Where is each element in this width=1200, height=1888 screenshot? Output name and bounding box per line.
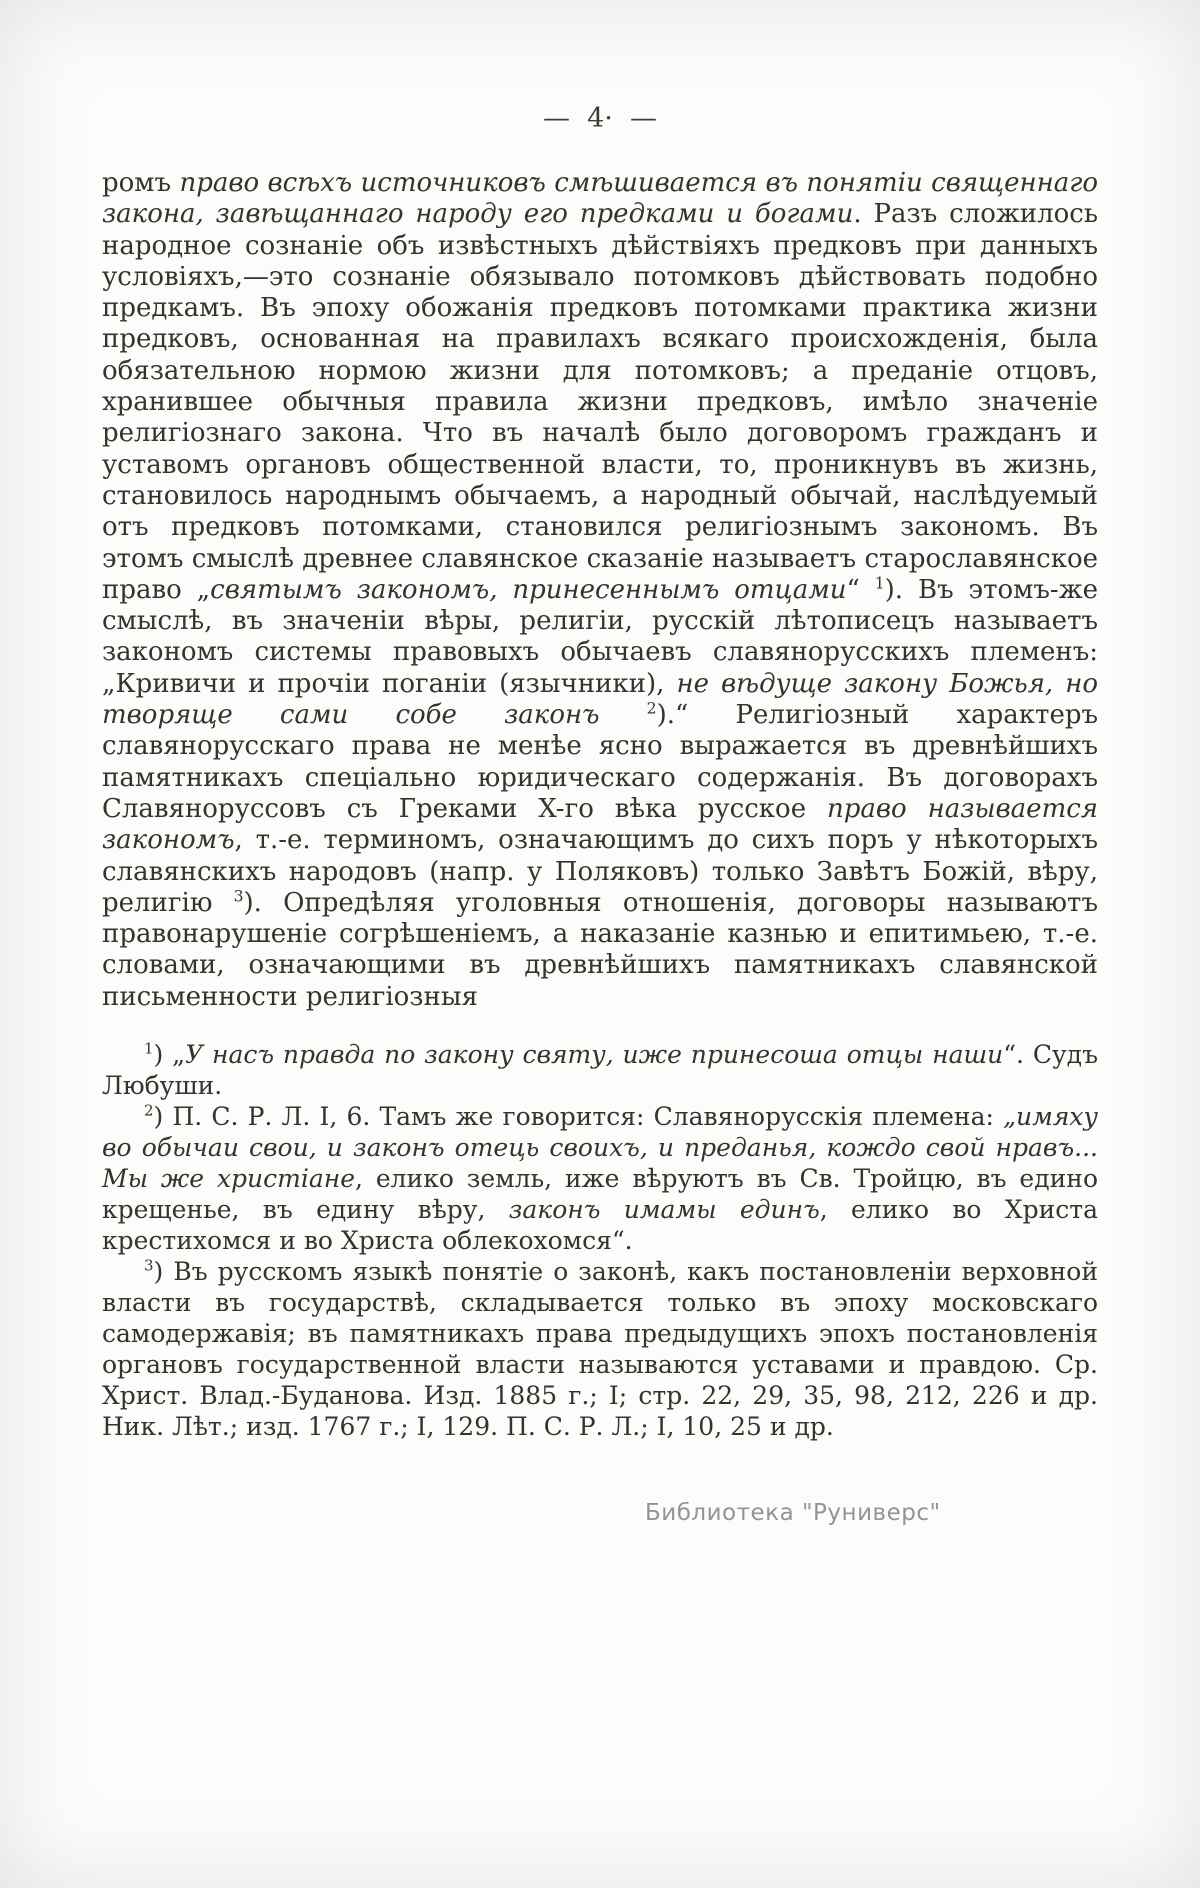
text-run: ромъ — [102, 168, 180, 198]
footnote-marker: 2 — [646, 699, 657, 718]
footnotes-section — [102, 1039, 1098, 1442]
italic-text-run: не вѣдуще закону Божья, но творяще сами собе законъ — [102, 668, 1098, 731]
footnote-marker: 3 — [144, 1256, 154, 1275]
text-run: , елико во Христа крестихомся и во Христа облекохомся“. — [102, 1195, 1098, 1256]
text-run: ) П. С. Р. Л. I, 6. Тамъ же говорится: Славянорусскія племена: — [153, 1102, 1004, 1132]
italic-text-run: У насъ правда по закону святу, иже принесоша отцы наши — [185, 1040, 1004, 1070]
footnote-marker: 2 — [144, 1101, 154, 1120]
main-paragraph — [102, 168, 1098, 1013]
footnote-1 — [102, 1039, 1098, 1101]
text-run: ). Въ этомъ-же смыслѣ, въ значеніи вѣры, религіи, русскій лѣтописецъ называетъ закономъ системы правовыхъ обычаевъ славянорусскихъ племенъ: „Кривичи и прочіи поганіи (язычники), — [102, 574, 1098, 699]
page-content — [102, 168, 1098, 1442]
footnote-2 — [102, 1101, 1098, 1256]
text-run: ) „ — [153, 1040, 186, 1070]
library-watermark: Библиотека "Руниверс" — [645, 1500, 941, 1526]
footnote-marker: 1 — [874, 574, 885, 593]
text-run: ) Въ русскомъ языкѣ понятіе о законѣ, какъ постановленіи верховной власти въ государствѣ, складывается только въ эпоху московскаго самодержавія; въ памятникахъ права предыдущихъ эпохъ постановленія органовъ государственной власти называются уставами и правдою. Ср. Христ. Влад.-Буданова. Изд. 1885 г.; I; стр. 22, 29, 35, 98, 212, 226 и др. Ник. Лѣт.; изд. 1767 г.; I, 129. П. С. Р. Л.; I, 10, 25 и др. — [102, 1257, 1098, 1442]
italic-text-run: святымъ закономъ, принесеннымъ отцами — [210, 574, 847, 605]
text-run — [599, 700, 646, 730]
page-number: — 4· — — [542, 103, 658, 134]
text-run: “ — [846, 574, 875, 605]
footnote-marker: 1 — [144, 1039, 154, 1058]
italic-text-run: „имяху во обычаи свои, и законъ отець своихъ, и преданья, кождо свой нравъ... Мы же христіане — [102, 1102, 1098, 1194]
text-run: . Разъ сложилось народное сознаніе объ извѣстныхъ дѣйствіяхъ предковъ при данныхъ условіяхъ,—это сознаніе обязывало потомковъ дѣйствовать подобно предкамъ. Въ эпоху обожанія предковъ потомками практика жизни предковъ, основанная на правилахъ всякаго происхожденія, была обязательною нормою жизни для потомковъ; а преданіе отцовъ, хранившее обычныя правила жизни предковъ, имѣло значеніе религіознаго закона. Что въ началѣ было договоромъ гражданъ и уставомъ органовъ общественной власти, то, проникнувъ въ жизнь, становилось народнымъ обычаемъ, а народный обычай, наслѣдуемый отъ предковъ потомками, становился религіознымъ закономъ. Въ этомъ смыслѣ древнее славянское сказаніе называетъ старославянское право „ — [102, 199, 1098, 605]
italic-text-run: право всѣхъ источниковъ смѣшивается въ понятіи священнаго закона, завѣщаннаго народу его предками и богами — [102, 168, 1099, 230]
italic-text-run: законъ имамы единъ — [508, 1195, 820, 1225]
italic-text-run: право называется закономъ — [102, 793, 1098, 856]
text-run: “. Судъ Любуши. — [102, 1040, 1098, 1101]
text-run: ).“ Религіозный характеръ славянорусскаго права не менѣе ясно выражается въ древнѣйшихъ памятникахъ спеціально юридическаго содержанія. Въ договорахъ Славяноруссовъ съ Греками X-го вѣка русское — [102, 700, 1099, 824]
footnote-3 — [102, 1256, 1098, 1442]
text-run: , т.-е. терминомъ, означающимъ до сихъ поръ у нѣкоторыхъ славянскихъ народовъ (напр. у Поляковъ) только Завѣтъ Божій, вѣру, религію — [102, 825, 1098, 918]
footnote-marker: 3 — [233, 887, 244, 906]
text-run: , елико земль, иже вѣруютъ въ Св. Тройцю, въ едино крещенье, въ едину вѣру, — [102, 1164, 1098, 1225]
text-run: ). Опредѣляя уголовныя отношенія, договоры называютъ правонарушеніе согрѣшеніемъ, а наказаніе казнью и епитимьею, т.-е. словами, означающими въ древнѣйшихъ памятникахъ славянской письменности религіозныя — [102, 887, 1098, 1012]
